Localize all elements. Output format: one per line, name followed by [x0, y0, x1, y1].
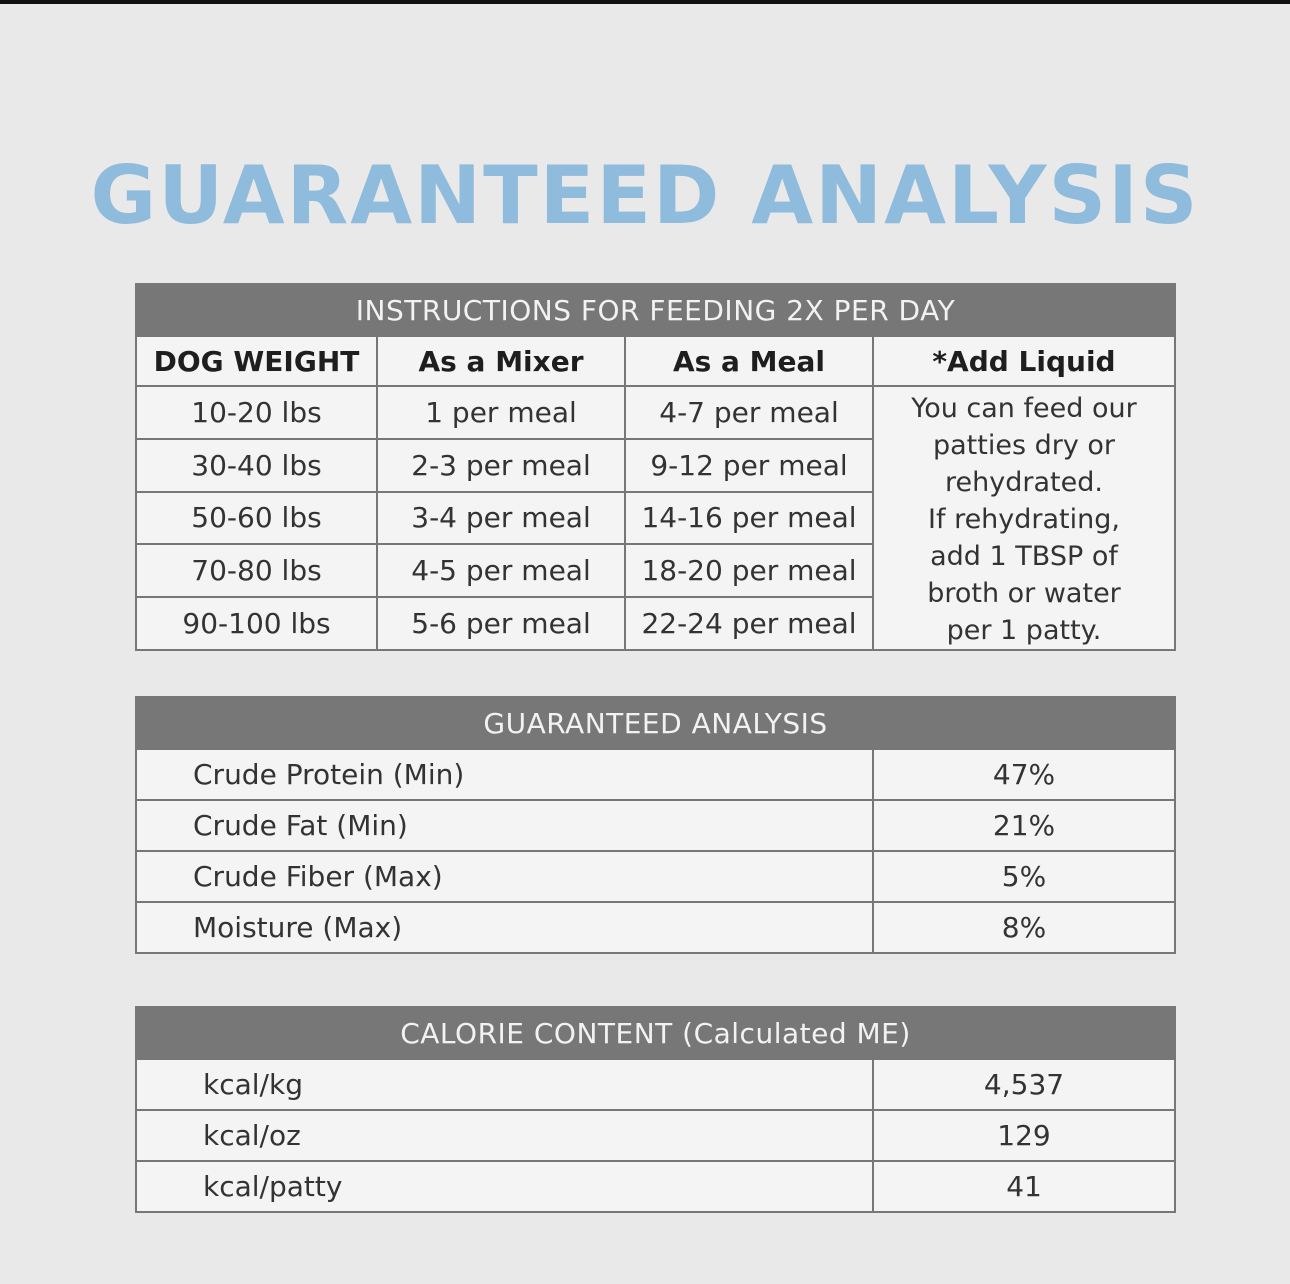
column-header-dog-weight: DOG WEIGHT: [136, 336, 377, 386]
column-header-meal: As a Meal: [625, 336, 873, 386]
calorie-value: 41: [873, 1161, 1175, 1212]
meal-cell: 14-16 per meal: [625, 492, 873, 545]
note-line: You can feed our: [911, 393, 1137, 424]
table-row: [136, 386, 1175, 439]
table-row: [136, 749, 1175, 800]
nutrient-value: 47%: [873, 749, 1175, 800]
table-row: [136, 800, 1175, 851]
dog-weight-cell: 90-100 lbs: [136, 597, 377, 650]
column-header-mixer: As a Mixer: [377, 336, 625, 386]
table-row: [136, 1110, 1175, 1161]
nutrient-value: 8%: [873, 902, 1175, 953]
column-header-add-liquid: *Add Liquid: [873, 336, 1175, 386]
note-line: add 1 TBSP of: [930, 541, 1118, 572]
add-liquid-note: [873, 386, 1175, 650]
mixer-cell: 2-3 per meal: [377, 439, 625, 492]
mixer-cell: 4-5 per meal: [377, 544, 625, 597]
nutrient-label: Crude Fiber (Max): [136, 851, 873, 902]
nutrient-label: Crude Fat (Min): [136, 800, 873, 851]
calorie-label: kcal/patty: [136, 1161, 873, 1212]
mixer-cell: 1 per meal: [377, 386, 625, 439]
calorie-label: kcal/kg: [136, 1059, 873, 1110]
note-line: If rehydrating,: [928, 504, 1120, 535]
note-line: rehydrated.: [945, 467, 1103, 498]
feeding-instructions-table: [135, 283, 1176, 651]
top-border: [0, 0, 1290, 4]
note-line: patties dry or: [932, 430, 1116, 461]
table-row: [136, 1059, 1175, 1110]
table-row: [136, 851, 1175, 902]
nutrient-value: 21%: [873, 800, 1175, 851]
note-line: broth or water: [927, 578, 1121, 609]
nutrient-label: Crude Protein (Min): [136, 749, 873, 800]
table-row: [136, 902, 1175, 953]
meal-cell: 18-20 per meal: [625, 544, 873, 597]
calorie-table-header: CALORIE CONTENT (Calculated ME): [136, 1007, 1175, 1059]
feeding-table-header: INSTRUCTIONS FOR FEEDING 2X PER DAY: [136, 284, 1175, 336]
note-line: per 1 patty.: [946, 615, 1102, 646]
guaranteed-analysis-table: [135, 696, 1176, 954]
meal-cell: 4-7 per meal: [625, 386, 873, 439]
nutrient-label: Moisture (Max): [136, 902, 873, 953]
table-row: [136, 1161, 1175, 1212]
dog-weight-cell: 70-80 lbs: [136, 544, 377, 597]
analysis-table-header: GUARANTEED ANALYSIS: [136, 697, 1175, 749]
mixer-cell: 5-6 per meal: [377, 597, 625, 650]
calorie-value: 129: [873, 1110, 1175, 1161]
calorie-content-table: [135, 1006, 1176, 1213]
meal-cell: 9-12 per meal: [625, 439, 873, 492]
dog-weight-cell: 30-40 lbs: [136, 439, 377, 492]
meal-cell: 22-24 per meal: [625, 597, 873, 650]
dog-weight-cell: 50-60 lbs: [136, 492, 377, 545]
mixer-cell: 3-4 per meal: [377, 492, 625, 545]
calorie-value: 4,537: [873, 1059, 1175, 1110]
dog-weight-cell: 10-20 lbs: [136, 386, 377, 439]
page-title: GUARANTEED ANALYSIS: [90, 149, 1200, 242]
calorie-label: kcal/oz: [136, 1110, 873, 1161]
nutrient-value: 5%: [873, 851, 1175, 902]
